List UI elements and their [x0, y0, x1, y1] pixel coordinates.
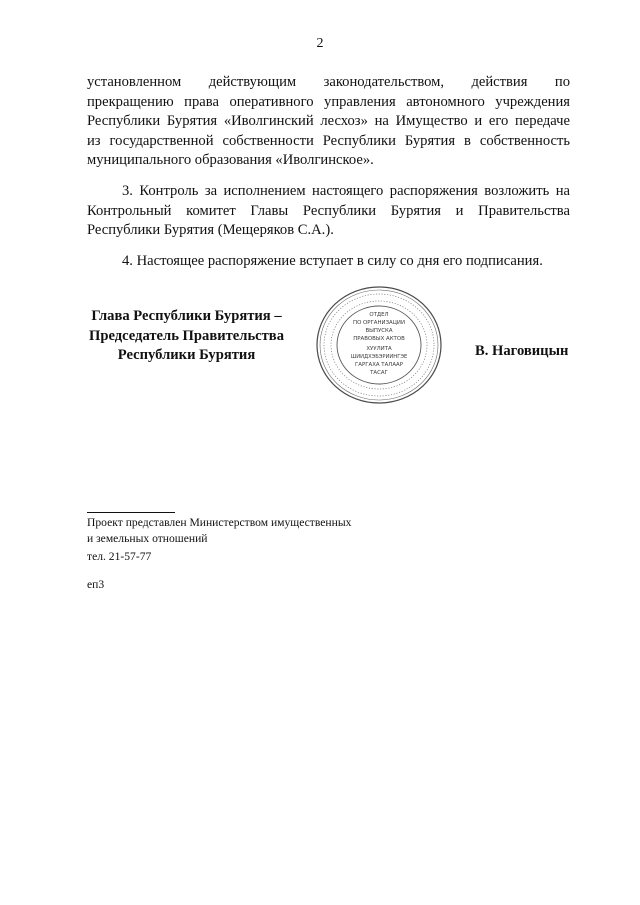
paragraph-line: 4. Настоящее распоряжение вступает в силу со дня его подписания.: [122, 253, 543, 269]
paragraph-line: установленном действующим законодательством, действия по: [87, 74, 570, 90]
paragraph-item-3: [87, 182, 570, 241]
signatory-title-line: Республики Бурятия: [117, 347, 256, 363]
seal-inner-line: ГАРГАХА ТАЛААР: [355, 362, 403, 368]
seal-inner-line: ПРАВОВЫХ АКТОВ: [353, 336, 405, 342]
signatory-title-line: Председатель Правительства: [88, 327, 284, 344]
paragraph-line: из государственной собственности Республики Бурятия в собственность: [87, 132, 570, 149]
footnote-divider: [87, 512, 175, 513]
footnote-line: Проект представлен Министерством имущественных: [87, 516, 352, 529]
page-number: 2: [316, 36, 324, 51]
paragraph-continuation: [87, 73, 570, 171]
paragraph-line: муниципального образования «Иволгинское».: [87, 152, 374, 168]
seal-inner-line: ХУУЛИТА: [366, 346, 392, 352]
official-seal-stamp: [312, 283, 446, 407]
footnote: [87, 515, 417, 565]
signatory-title: [80, 307, 293, 366]
paragraph-line: прекращению права оперативного управления автономного учреждения: [87, 93, 570, 110]
seal-inner-line: ТАСАГ: [370, 370, 388, 376]
paragraph-item-4: [87, 252, 570, 272]
seal-inner-line: ОТДЕЛ: [369, 312, 389, 318]
signer-name: В. Наговицын: [475, 343, 569, 359]
paragraph-line: Контрольный комитет Главы Республики Бурятия и Правительства: [87, 202, 570, 219]
seal-inner-line: ПО ОРГАНИЗАЦИИ: [353, 320, 405, 326]
footnote-line: и земельных отношений: [87, 532, 208, 545]
document-code: еп3: [87, 578, 105, 591]
signatory-title-line: Глава Республики Бурятия –: [91, 308, 282, 324]
seal-outer-ring-lettering: [324, 294, 434, 396]
seal-inner-line: ШИИДХЭБЭРИИНГЭЕ: [350, 354, 408, 360]
paragraph-line: Республики Бурятия (Мещеряков С.А.).: [87, 222, 334, 238]
seal-inner-line: ВЫПУСКА: [365, 328, 393, 334]
footnote-phone: тел. 21-57-77: [87, 550, 152, 563]
paragraph-line: 3. Контроль за исполнением настоящего распоряжения возложить на: [122, 183, 570, 199]
paragraph-line: Республики Бурятия «Иволгинский лесхоз» на Имущество и его передаче: [87, 113, 570, 129]
